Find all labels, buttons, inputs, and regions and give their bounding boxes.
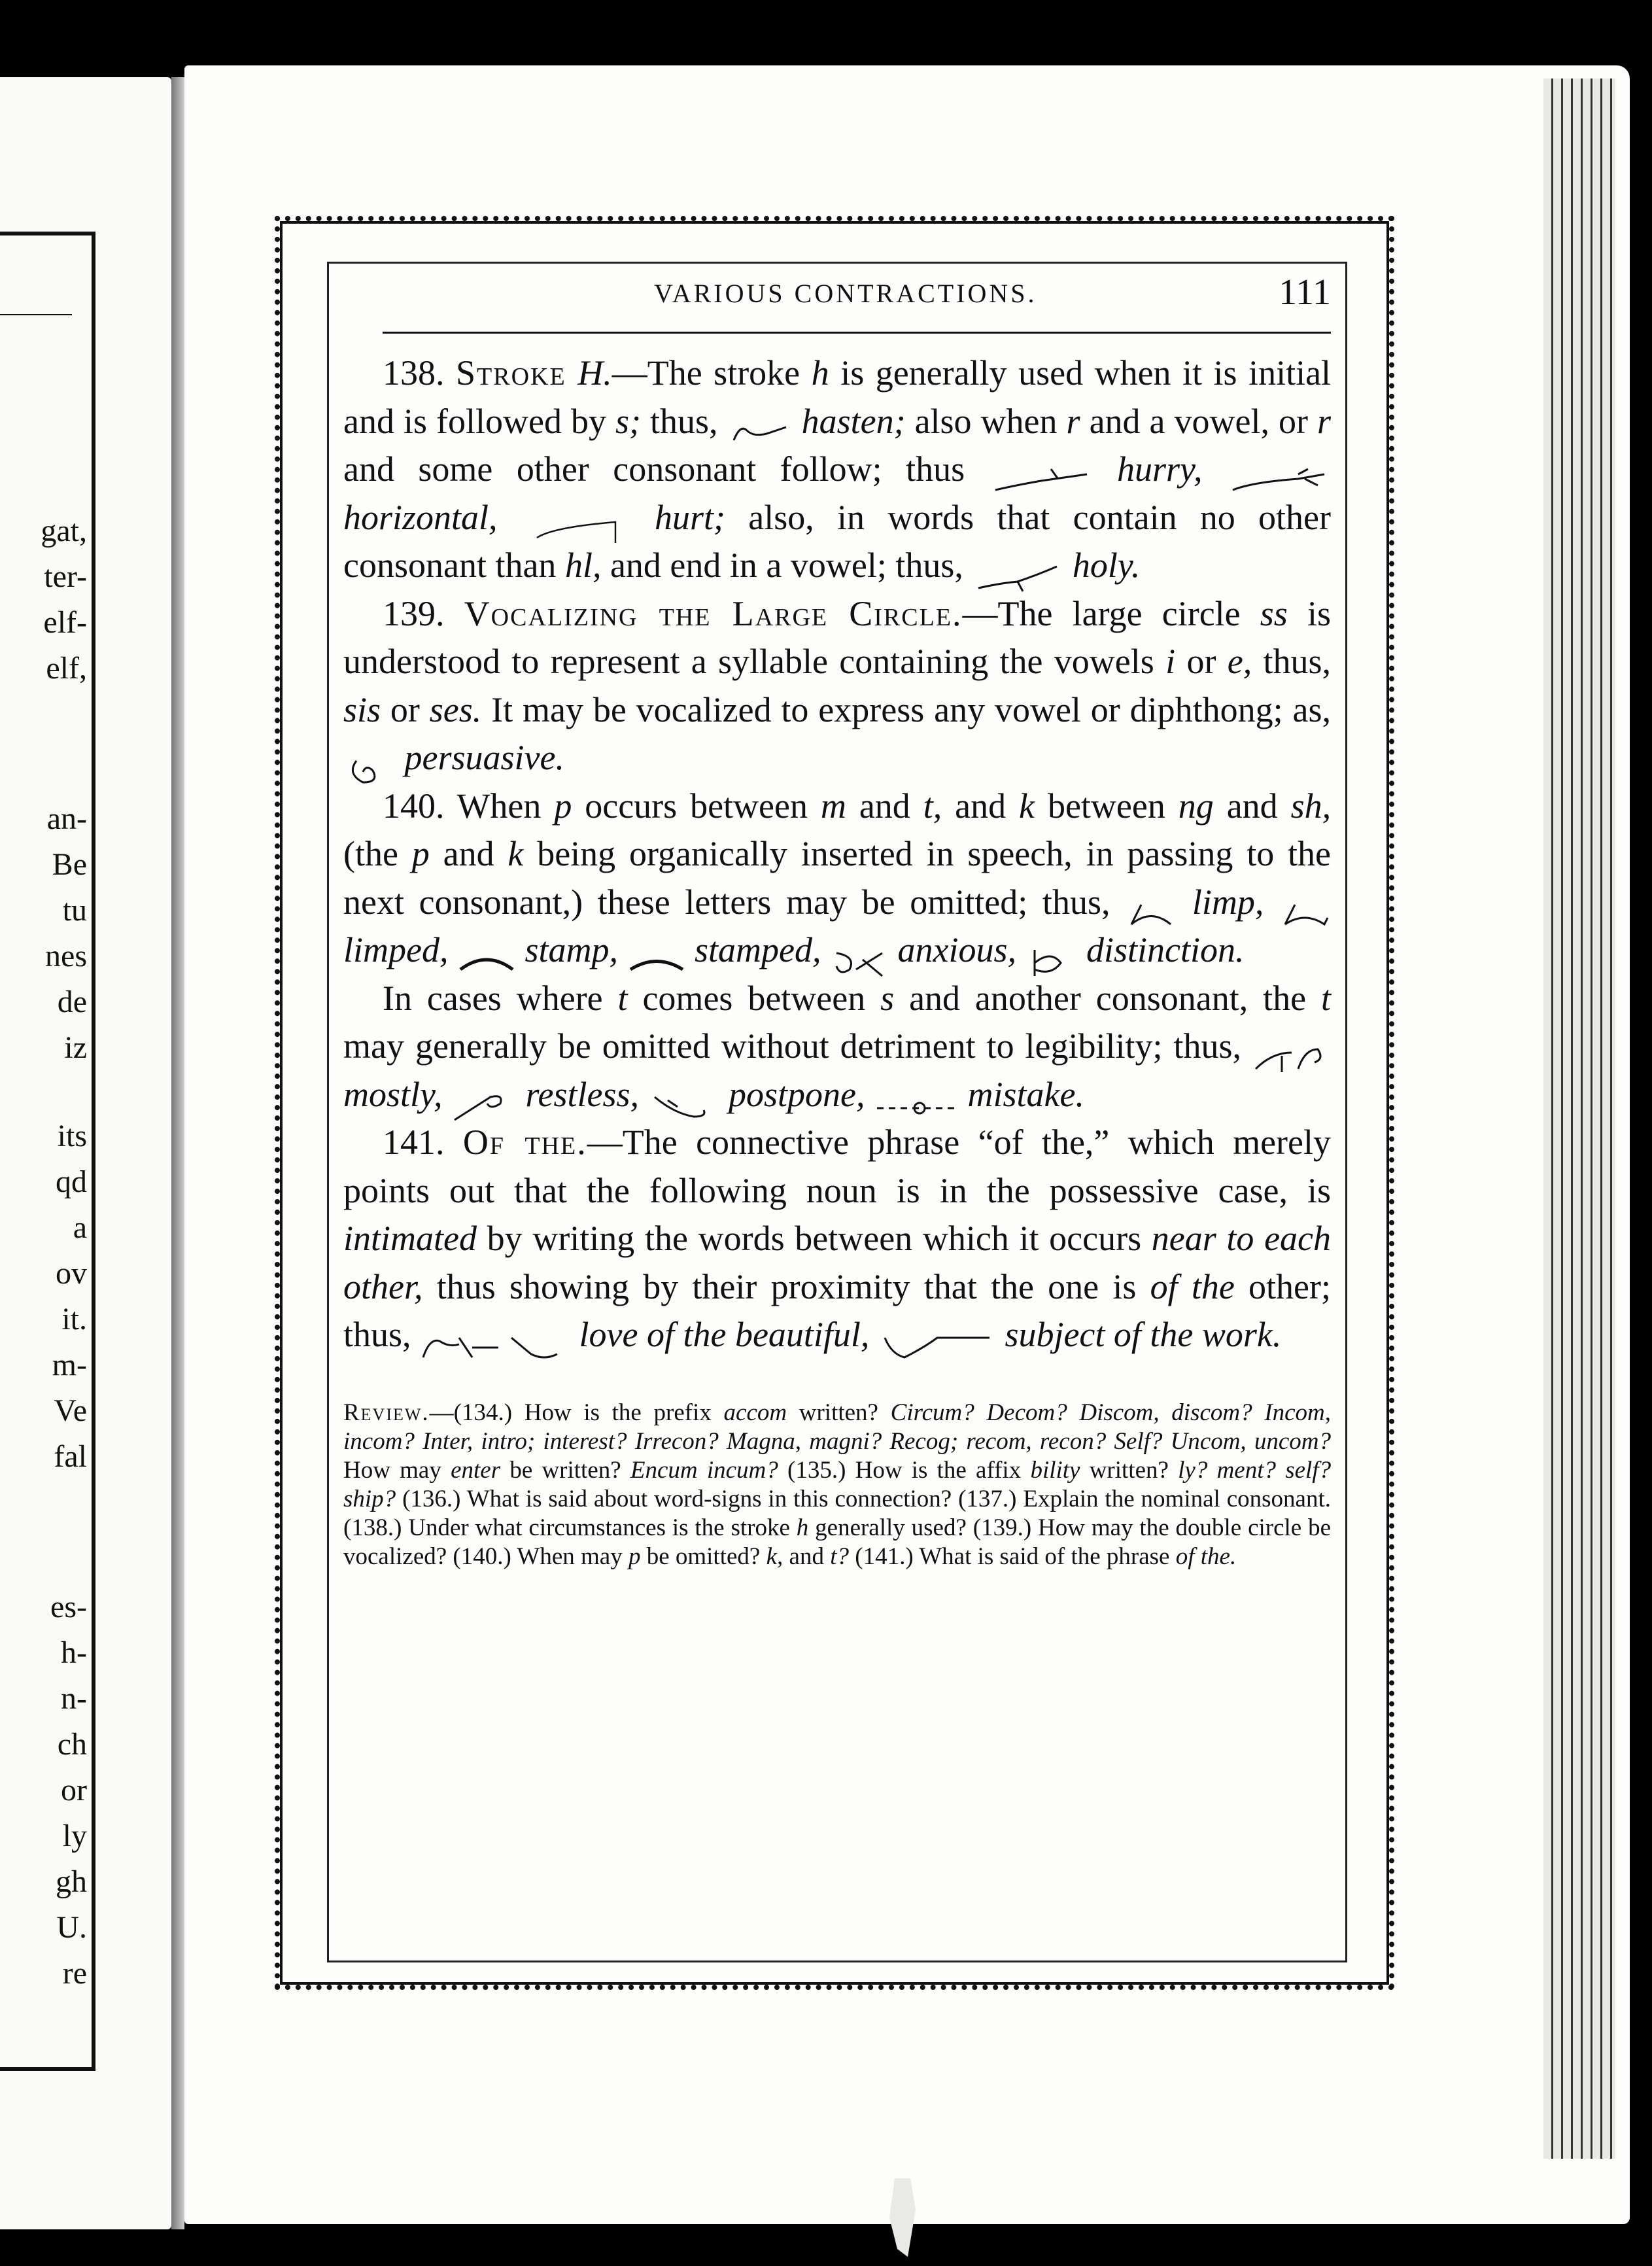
left-fragment: elf- (43, 605, 87, 640)
paragraph-139: 139. Vocalizing the Large Circle.—The large circle ss is understood to represent a syllable containing the vowels i or e, thus, sis or ses. It may be vocalized to express any vowel or diphthong; as, persuasive. (343, 590, 1331, 782)
left-fragment: iz (64, 1030, 87, 1065)
left-page (0, 77, 171, 2229)
left-fragment: ch (57, 1727, 87, 1762)
shorthand-stamped-figure (627, 941, 686, 967)
left-fragment: Be (52, 847, 87, 882)
left-fragment: n- (61, 1681, 87, 1716)
paragraph-140: 140. When p occurs between m and t, and k between ng and sh, (the p and k being organically inserted in speech, in passing to the next consonant,) these letters may be omitted; thus, limp, limped, stamp, stamped, anxious, distinction. (343, 782, 1331, 975)
shorthand-anxious-figure (830, 941, 889, 967)
left-fragment: qd (56, 1164, 87, 1199)
shorthand-hurry-figure (989, 460, 1093, 486)
left-fragment: an- (46, 801, 87, 836)
left-fragment: it. (61, 1302, 87, 1336)
shorthand-love-of-the-beautiful-figure (420, 1325, 570, 1351)
left-fragment: elf, (46, 651, 87, 686)
left-fragment: gh (56, 1864, 87, 1899)
shorthand-subject-of-the-work-figure (878, 1325, 996, 1351)
left-fragment: nes (45, 939, 87, 973)
left-fragment: de (57, 985, 87, 1019)
left-fragment: es- (50, 1590, 87, 1624)
shorthand-hasten-figure (727, 411, 793, 438)
shorthand-restless-figure (451, 1085, 517, 1111)
left-fragment: gat, (41, 514, 87, 548)
left-fragment: m- (52, 1348, 87, 1382)
left-fragment: ly (62, 1819, 87, 1853)
left-fragment: re (62, 1956, 87, 1991)
left-fragment: its (57, 1119, 87, 1153)
shorthand-horizontal-figure (1226, 460, 1331, 486)
shorthand-postpone-figure (648, 1085, 720, 1111)
shorthand-persuasive-figure (343, 748, 396, 775)
review-questions: Review.—(134.) How is the prefix accom written? Circum? Decom? Discom, discom? Incom, incom? Inter, intro; interest? Irrecon? Magna, magni? Recog; recom, recon? Self? Uncom, uncom? How may enter be written? Encum incum? (135.) How is the affix bility written? ly? ment? self? ship? (136.) What is said about word-signs in this connection? (137.) Explain the nominal consonant. (138.) Under what circumstances is the stroke h generally used? (139.) How may the double circle be vocalized? (140.) When may p be omitted? k, and t? (141.) What is said of the phrase of the. (343, 1399, 1332, 1570)
shorthand-stamp-figure (457, 941, 516, 967)
shorthand-hurt-figure (521, 508, 632, 534)
shorthand-limp-figure (1125, 892, 1177, 918)
left-fragment: a (73, 1210, 87, 1245)
left-fragment: ter- (44, 559, 87, 594)
shorthand-holy-figure (972, 556, 1063, 582)
running-head-title: VARIOUS CONTRACTIONS. (654, 279, 1037, 308)
left-fragment: fal (54, 1439, 87, 1474)
shorthand-distinction-figure (1025, 941, 1077, 967)
running-head (343, 271, 1331, 324)
left-fragment: or (61, 1773, 87, 1807)
page-content (343, 265, 1331, 1571)
book-gutter (171, 77, 184, 2229)
paragraph-141: 141. Of the.—The connective phrase “of the,” which merely points out that the following noun is in the possessive case, is intimated by writing the words between which it occurs near to each other, thus showing by their proximity that the one is of the other; thus, love of the beautiful, subject of the work. (343, 1119, 1331, 1359)
page-number: 111 (1279, 272, 1331, 313)
shorthand-mostly-figure (1252, 1037, 1331, 1063)
header-rule (383, 332, 1331, 334)
left-fragment: tu (62, 893, 87, 928)
page-tear (889, 2178, 916, 2257)
paragraph-140-continued: In cases where t comes between s and another consonant, the t may generally be omitted without detriment to legibility; thus, mostly, restless, postpone, mistake. (343, 975, 1331, 1119)
left-fragment: h- (61, 1635, 87, 1670)
shorthand-mistake-figure (874, 1085, 959, 1111)
page-edges (1543, 78, 1615, 2159)
shorthand-limped-figure (1279, 892, 1331, 918)
left-fragment: ov (56, 1256, 87, 1291)
left-fragment: Ve (54, 1393, 87, 1428)
left-fragment: U. (56, 1910, 87, 1945)
paragraph-138: 138. Stroke H.—The stroke h is generally used when it is initial and is followed by s; thus, hasten; also when r and a vowel, or r and some other consonant follow; thus hurry, horizontal, hurt; also, in words that contain no other consonant than hl, and end in a vowel; thus, holy. (343, 349, 1331, 590)
